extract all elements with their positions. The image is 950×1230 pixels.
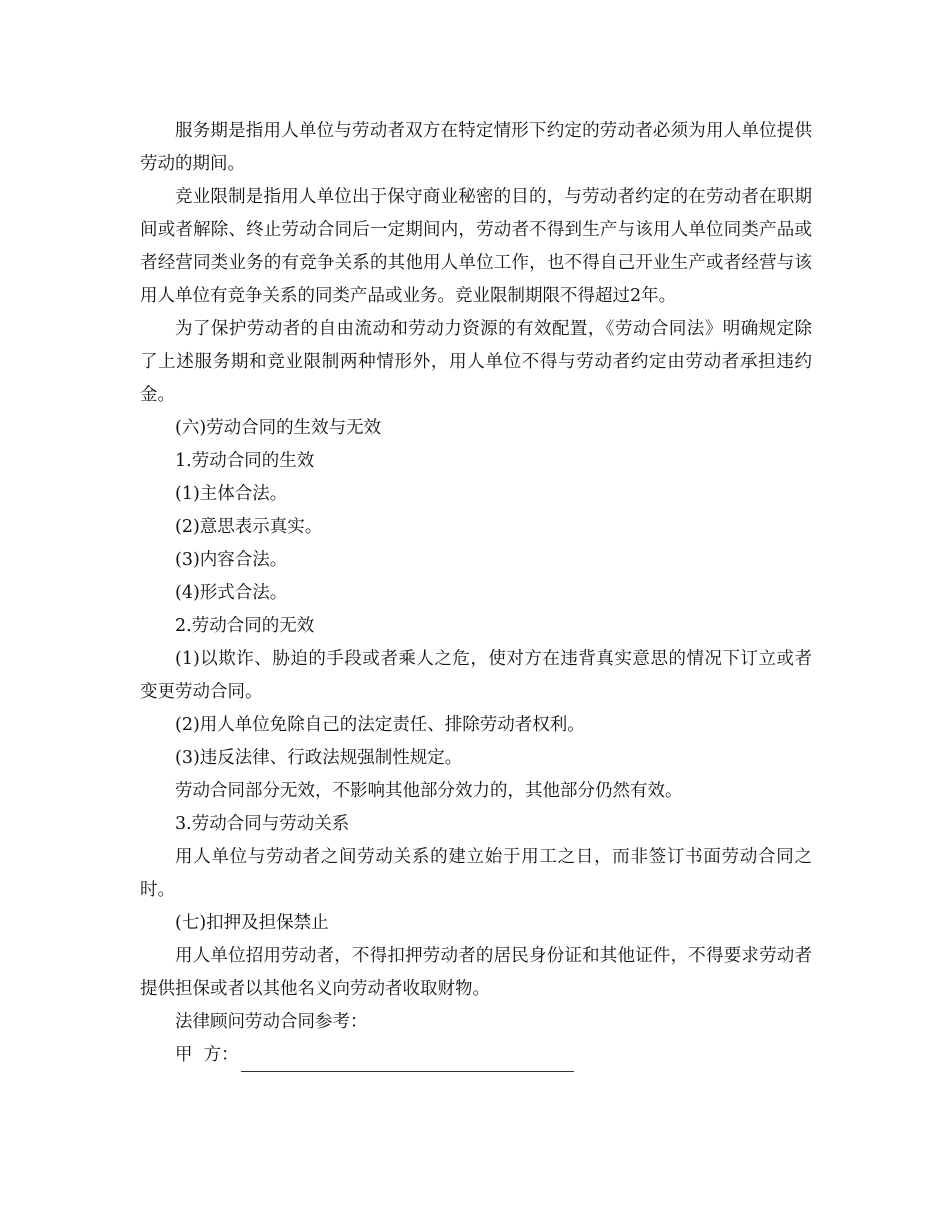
list-item: (2)用人单位免除自己的法定责任、排除劳动者权利。 (175, 715, 585, 735)
party-a-label: 甲 方： (175, 1045, 239, 1065)
subheading-labor-relation: 3.劳动合同与劳动关系 (175, 814, 350, 834)
paragraph-no-detention: 用人单位招用劳动者，不得扣押劳动者的居民身份证和其他证件，不得要求劳动者提供担保或者以其他名义向劳动者收取财物。 (140, 946, 812, 999)
document-page (140, 115, 812, 1072)
party-a-signature-line (140, 1039, 812, 1072)
list-item: (3)违反法律、行政法规强制性规定。 (175, 748, 463, 768)
list-item: (2)意思表示真实。 (175, 517, 323, 537)
paragraph-non-compete: 竞业限制是指用人单位出于保守商业秘密的目的，与劳动者约定的在劳动者在职期间或者解除、终止劳动合同后一定期间内，劳动者不得到生产与该用人单位同类产品或者经营同类业务的有竞争关系的其他用人单位工作，也不得自己开业生产或者经营与该用人单位有竞争关系的同类产品或业务。竞业限制期限不得超过2年。 (140, 187, 812, 306)
section-heading-7: (七)扣押及担保禁止 (175, 913, 329, 933)
subheading-invalid: 2.劳动合同的无效 (175, 616, 315, 636)
paragraph-service-period: 服务期是指用人单位与劳动者双方在特定情形下约定的劳动者必须为用人单位提供劳动的期间。 (140, 121, 812, 174)
paragraph-labor-relation: 用人单位与劳动者之间劳动关系的建立始于用工之日，而非签订书面劳动合同之时。 (140, 847, 812, 900)
paragraph-partial-invalid: 劳动合同部分无效，不影响其他部分效力的，其他部分仍然有效。 (175, 781, 683, 801)
list-item: (4)形式合法。 (175, 583, 288, 603)
reference-title: 法律顾问劳动合同参考： (175, 1012, 368, 1032)
list-item: (3)内容合法。 (175, 550, 288, 570)
party-a-blank[interactable] (241, 1047, 574, 1072)
paragraph-liquidated-damages: 为了保护劳动者的自由流动和劳动力资源的有效配置，《劳动合同法》明确规定除了上述服务期和竞业限制两种情形外，用人单位不得与劳动者约定由劳动者承担违约金。 (140, 319, 812, 405)
list-item: (1)以欺诈、胁迫的手段或者乘人之危，使对方在违背真实意思的情况下订立或者变更劳动合同。 (140, 649, 812, 702)
section-heading-6: (六)劳动合同的生效与无效 (175, 418, 382, 438)
subheading-effective: 1.劳动合同的生效 (175, 451, 315, 471)
list-item: (1)主体合法。 (175, 484, 288, 504)
